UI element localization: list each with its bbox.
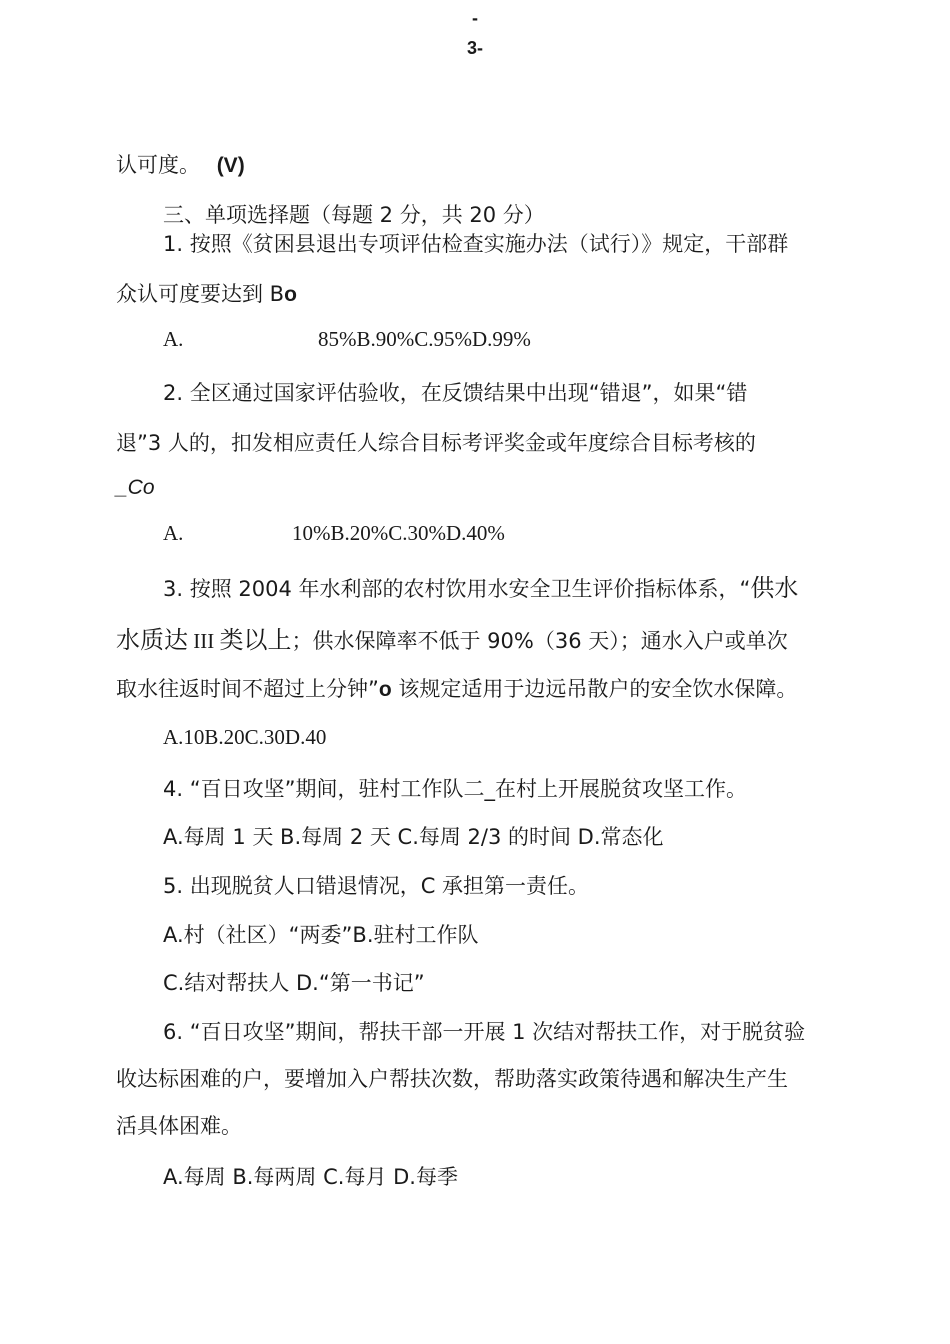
line-text: 取水往返时间不超过上分钟”	[116, 677, 379, 701]
question-3-line	[116, 675, 797, 704]
question-4-line: 4. “百日攻坚”期间，驻村工作队二_在村上开展脱贫攻坚工作。	[163, 777, 747, 801]
text-line	[116, 151, 245, 180]
line-text: 该规定适用于边远吊散户的安全饮水保障。	[391, 677, 798, 701]
line-text: o	[284, 283, 297, 306]
question-1-line: 1. 按照《贫困县退出专项评估检查实施办法（试行）》规定，干部群	[163, 232, 789, 256]
question-3-line	[163, 574, 798, 603]
question-6-line: 收达标困难的户，要增加入户帮扶次数，帮助落实政策待遇和解决生产生	[116, 1067, 788, 1091]
line-text: 供水	[750, 574, 799, 602]
question-1-line	[116, 280, 297, 309]
question-6-options: A.每周 B.每两周 C.每月 D.每季	[163, 1165, 458, 1189]
line-text: 水质达	[116, 626, 188, 654]
line-text: 类以上	[219, 626, 292, 654]
question-2-line: 2. 全区通过国家评估验收，在反馈结果中出现“错退”，如果“错	[163, 381, 748, 405]
line-text: III	[188, 629, 220, 653]
line-text: 众认可度要达到 B	[116, 282, 285, 306]
question-5-options: A.村（社区）“两委”B.驻村工作队	[163, 923, 479, 947]
option-label: A.	[163, 521, 184, 545]
question-6-line: 活具体困难。	[116, 1114, 242, 1138]
line-text: o	[378, 678, 392, 701]
section-title: 三、单项选择题（每题 2 分，共 20 分）	[163, 203, 545, 227]
header-dash: -	[472, 8, 478, 28]
question-2-line: _Co	[116, 476, 155, 499]
question-4-options: A.每周 1 天 B.每周 2 天 C.每周 2/3 的时间 D.常态化	[163, 825, 664, 849]
question-3-options: A.10B.20C.30D.40	[163, 725, 327, 749]
line-text: ；供水保障率不低于 90%（36 天）；通水入户或单次	[291, 629, 788, 653]
question-3-line	[116, 626, 788, 655]
line-text: 认可度。	[116, 153, 200, 177]
question-2-options	[163, 519, 505, 547]
question-5-line: 5. 出现脱贫人口错退情况，C 承担第一责任。	[163, 874, 590, 898]
page-number: 3-	[466, 38, 483, 58]
option-text: 10%B.20%C.30%D.40%	[292, 521, 505, 545]
answer-mark: (V)	[216, 154, 245, 177]
line-text: 3. 按照 2004 年水利部的农村饮用水安全卫生评价指标体系，“	[163, 577, 751, 601]
question-6-line: 6. “百日攻坚”期间，帮扶干部一开展 1 次结对帮扶工作，对于脱贫验	[163, 1020, 806, 1044]
question-1-options	[163, 325, 531, 353]
question-2-line: 退”3 人的，扣发相应责任人综合目标考评奖金或年度综合目标考核的	[116, 431, 756, 455]
option-text: 85%B.90%C.95%D.99%	[318, 327, 531, 351]
question-5-options: C.结对帮扶人 D.“第一书记”	[163, 971, 425, 995]
option-label: A.	[163, 327, 184, 351]
